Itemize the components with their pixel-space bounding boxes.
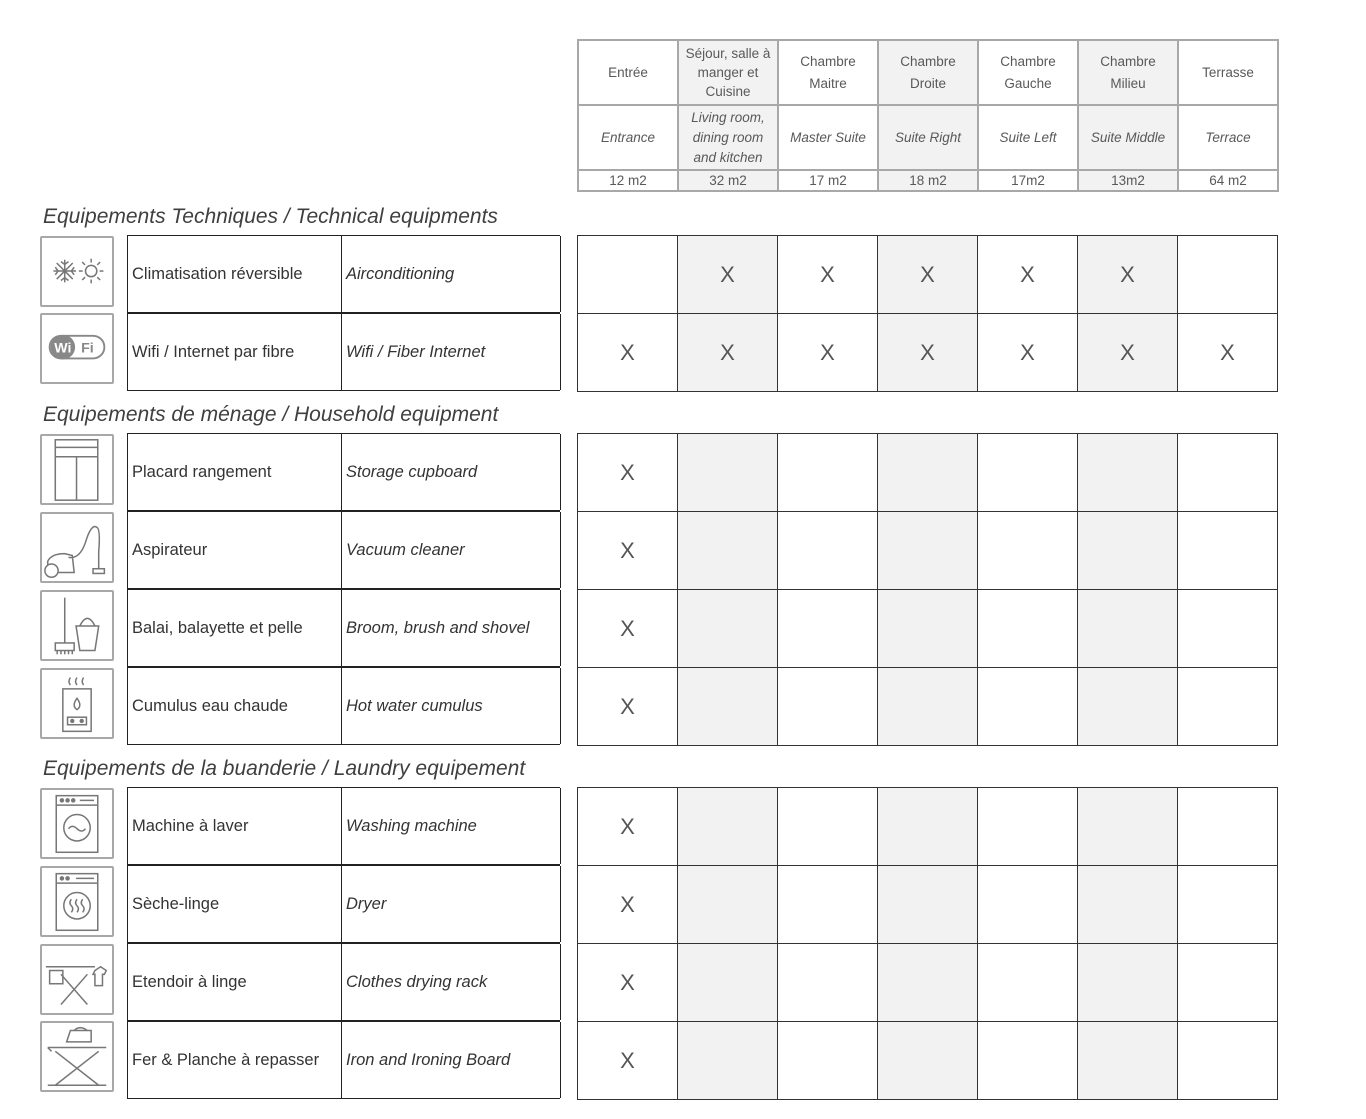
availability-cell [1078, 866, 1178, 944]
equipment-label-row [127, 943, 560, 1021]
availability-cell [978, 788, 1078, 866]
section-title-technical: Equipements Techniques / Technical equipments [43, 205, 498, 228]
availability-cell: X [1078, 236, 1178, 314]
room-name-en: Suite Right [878, 105, 978, 170]
availability-cell: X [1078, 314, 1178, 392]
availability-cell [1078, 590, 1178, 668]
availability-cell [978, 434, 1078, 512]
equipment-name-fr: Aspirateur [128, 512, 342, 588]
equipment-row [578, 866, 1278, 944]
room-name-en: Master Suite [778, 105, 878, 170]
room-name-en: Living room, dining room and kitchen [678, 105, 778, 170]
equipment-name-fr: Wifi / Internet par fibre [128, 314, 342, 390]
equipment-label-row [127, 865, 560, 943]
availability-cell [978, 590, 1078, 668]
availability-cell [878, 434, 978, 512]
availability-cell: X [778, 314, 878, 392]
availability-cell [1078, 788, 1178, 866]
equipment-row [578, 236, 1278, 314]
availability-cell [1178, 236, 1278, 314]
availability-cell [1078, 434, 1178, 512]
availability-cell [1078, 668, 1178, 746]
room-area: 12 m2 [578, 170, 678, 191]
availability-cell [678, 434, 778, 512]
equipment-label-row [127, 787, 560, 865]
equipment-row [578, 590, 1278, 668]
availability-cell [1178, 590, 1278, 668]
technical-equipment-grid [577, 235, 1278, 392]
availability-cell: X [678, 236, 778, 314]
room-name-fr: Chambre Milieu [1078, 40, 1178, 105]
availability-cell [978, 668, 1078, 746]
availability-cell [678, 788, 778, 866]
household-equipment-grid [577, 433, 1278, 746]
equipment-name-en: Airconditioning [342, 236, 561, 312]
cupboard-icon [40, 434, 114, 505]
availability-cell [1078, 512, 1178, 590]
availability-cell [1078, 944, 1178, 1022]
availability-cell [678, 1022, 778, 1100]
room-area: 17m2 [978, 170, 1078, 191]
broom-bucket-icon [40, 590, 114, 661]
equipment-row [578, 1022, 1278, 1100]
availability-cell [778, 1022, 878, 1100]
availability-cell: X [878, 236, 978, 314]
equipment-row [578, 788, 1278, 866]
availability-cell [678, 944, 778, 1022]
availability-cell: X [578, 866, 678, 944]
availability-cell: X [1178, 314, 1278, 392]
availability-cell [1078, 1022, 1178, 1100]
availability-cell [878, 590, 978, 668]
availability-cell [878, 866, 978, 944]
availability-cell [878, 1022, 978, 1100]
snowflake-sun-icon [40, 236, 114, 307]
availability-cell [778, 668, 878, 746]
availability-cell [678, 866, 778, 944]
availability-cell [1178, 866, 1278, 944]
equipment-name-en: Washing machine [342, 788, 561, 864]
availability-cell: X [578, 668, 678, 746]
equipment-name-en: Wifi / Fiber Internet [342, 314, 561, 390]
availability-cell [778, 944, 878, 1022]
availability-cell: X [578, 944, 678, 1022]
room-name-fr: Séjour, salle à manger et Cuisine [678, 40, 778, 105]
iron-board-icon [40, 1021, 114, 1092]
equipment-label-row [127, 511, 560, 589]
room-name-fr: Chambre Droite [878, 40, 978, 105]
equipment-name-en: Hot water cumulus [342, 668, 561, 744]
availability-cell [578, 236, 678, 314]
equipment-row [578, 434, 1278, 512]
svg-text:Fi: Fi [81, 339, 94, 356]
room-area: 32 m2 [678, 170, 778, 191]
equipment-label-row [127, 313, 560, 391]
equipment-row [578, 512, 1278, 590]
section-title-household: Equipements de ménage / Household equipment [43, 403, 499, 426]
wifi-icon [40, 313, 114, 384]
availability-cell: X [778, 236, 878, 314]
room-name-en: Suite Middle [1078, 105, 1178, 170]
room-name-en: Entrance [578, 105, 678, 170]
availability-cell: X [578, 590, 678, 668]
availability-cell [878, 668, 978, 746]
vacuum-icon [40, 512, 114, 583]
equipment-name-fr: Cumulus eau chaude [128, 668, 342, 744]
availability-cell: X [578, 314, 678, 392]
availability-cell [1178, 668, 1278, 746]
rooms-header-table [577, 39, 1279, 192]
room-name-fr: Terrasse [1178, 40, 1278, 105]
room-name-en: Terrace [1178, 105, 1278, 170]
availability-cell [978, 866, 1078, 944]
equipment-label-row [127, 433, 560, 511]
availability-cell: X [578, 512, 678, 590]
equipment-name-en: Vacuum cleaner [342, 512, 561, 588]
availability-cell [1178, 788, 1278, 866]
equipment-name-fr: Climatisation réversible [128, 236, 342, 312]
washing-machine-icon [40, 788, 114, 859]
water-heater-icon [40, 668, 114, 739]
availability-cell [878, 788, 978, 866]
availability-cell [678, 512, 778, 590]
equipment-name-fr: Placard rangement [128, 434, 342, 510]
availability-cell [978, 1022, 1078, 1100]
equipment-name-en: Broom, brush and shovel [342, 590, 561, 666]
availability-cell [1178, 1022, 1278, 1100]
availability-cell: X [678, 314, 778, 392]
availability-cell [978, 512, 1078, 590]
equipment-name-en: Iron and Ironing Board [342, 1022, 561, 1098]
equipment-name-fr: Sèche-linge [128, 866, 342, 942]
availability-cell [778, 434, 878, 512]
availability-cell [1178, 512, 1278, 590]
dryer-icon [40, 866, 114, 937]
equipment-name-fr: Fer & Planche à repasser [128, 1022, 342, 1098]
availability-cell [778, 512, 878, 590]
availability-cell: X [578, 434, 678, 512]
equipment-row [578, 668, 1278, 746]
availability-cell: X [878, 314, 978, 392]
availability-cell [878, 512, 978, 590]
equipment-label-row [127, 1021, 560, 1099]
laundry-equipment-grid [577, 787, 1278, 1100]
availability-cell [778, 590, 878, 668]
room-name-fr: Entrée [578, 40, 678, 105]
availability-cell [778, 866, 878, 944]
availability-cell: X [578, 1022, 678, 1100]
equipment-name-en: Clothes drying rack [342, 944, 561, 1020]
equipment-name-en: Dryer [342, 866, 561, 942]
availability-cell [778, 788, 878, 866]
room-area: 17 m2 [778, 170, 878, 191]
availability-cell: X [978, 314, 1078, 392]
equipment-label-row [127, 589, 560, 667]
availability-cell [878, 944, 978, 1022]
availability-cell [978, 944, 1078, 1022]
equipment-name-fr: Etendoir à linge [128, 944, 342, 1020]
equipment-name-fr: Machine à laver [128, 788, 342, 864]
room-name-en: Suite Left [978, 105, 1078, 170]
drying-rack-icon [40, 944, 114, 1015]
equipment-label-row [127, 667, 560, 745]
equipment-row [578, 944, 1278, 1022]
room-area: 18 m2 [878, 170, 978, 191]
room-area: 13m2 [1078, 170, 1178, 191]
room-name-fr: Chambre Gauche [978, 40, 1078, 105]
equipment-name-fr: Balai, balayette et pelle [128, 590, 342, 666]
section-title-laundry: Equipements de la buanderie / Laundry equipement [43, 757, 526, 780]
equipment-name-en: Storage cupboard [342, 434, 561, 510]
availability-cell [678, 590, 778, 668]
equipment-row [578, 314, 1278, 392]
svg-text:Wi: Wi [54, 339, 72, 356]
room-area: 64 m2 [1178, 170, 1278, 191]
room-name-fr: Chambre Maitre [778, 40, 878, 105]
availability-cell [678, 668, 778, 746]
availability-cell [1178, 944, 1278, 1022]
availability-cell: X [978, 236, 1078, 314]
availability-cell: X [578, 788, 678, 866]
availability-cell [1178, 434, 1278, 512]
equipment-label-row [127, 235, 560, 313]
